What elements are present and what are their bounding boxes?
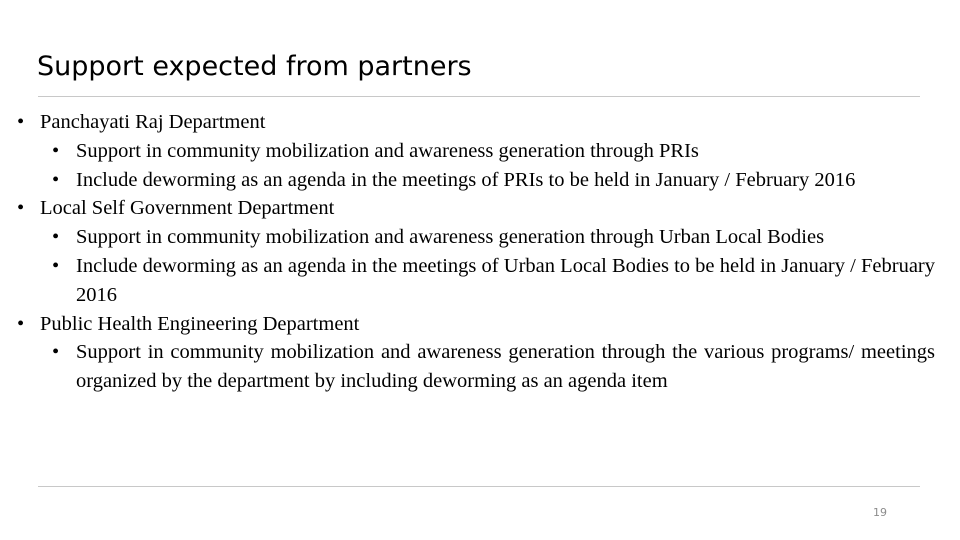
bullet-icon: • bbox=[17, 111, 25, 133]
bullet-icon: • bbox=[17, 197, 25, 220]
bullet-icon: • bbox=[52, 341, 60, 364]
section-heading-text: Local Self Government Department bbox=[40, 197, 335, 220]
section-heading-text: Panchayati Raj Department bbox=[40, 111, 266, 133]
bullet-icon: • bbox=[52, 168, 60, 191]
list-item-text: Include deworming as an agenda in the meetings of PRIs to be held in January / February 2016 bbox=[76, 168, 856, 191]
bullet-icon: • bbox=[17, 312, 25, 335]
list-item bbox=[0, 223, 935, 252]
list-item bbox=[0, 137, 935, 166]
footer-divider bbox=[38, 486, 920, 487]
title-divider bbox=[38, 96, 920, 97]
list-item bbox=[0, 252, 935, 310]
slide-title: Support expected from partners bbox=[37, 51, 472, 82]
bullet-icon: • bbox=[52, 139, 60, 162]
list-item-text: Support in community mobilization and awareness generation through the various programs/ meetings organized by the department by including deworming as an agenda item bbox=[76, 341, 935, 393]
section-heading-local-self-government bbox=[0, 194, 936, 223]
page-number: 19 bbox=[873, 506, 887, 519]
bullet-icon: • bbox=[52, 226, 60, 249]
list-item-text: Support in community mobilization and awareness generation through Urban Local Bodies bbox=[76, 226, 825, 249]
section-heading-public-health-engineering bbox=[0, 310, 936, 339]
list-item bbox=[0, 338, 935, 396]
bullet-list bbox=[0, 108, 960, 396]
list-item-text: Support in community mobilization and awareness generation through PRIs bbox=[76, 139, 699, 162]
section-heading-panchayati-raj bbox=[0, 108, 936, 137]
list-item bbox=[0, 166, 935, 195]
list-item-text: Include deworming as an agenda in the meetings of Urban Local Bodies to be held in January / February 2016 bbox=[76, 254, 935, 306]
bullet-icon: • bbox=[52, 254, 60, 277]
section-heading-text: Public Health Engineering Department bbox=[40, 312, 360, 335]
